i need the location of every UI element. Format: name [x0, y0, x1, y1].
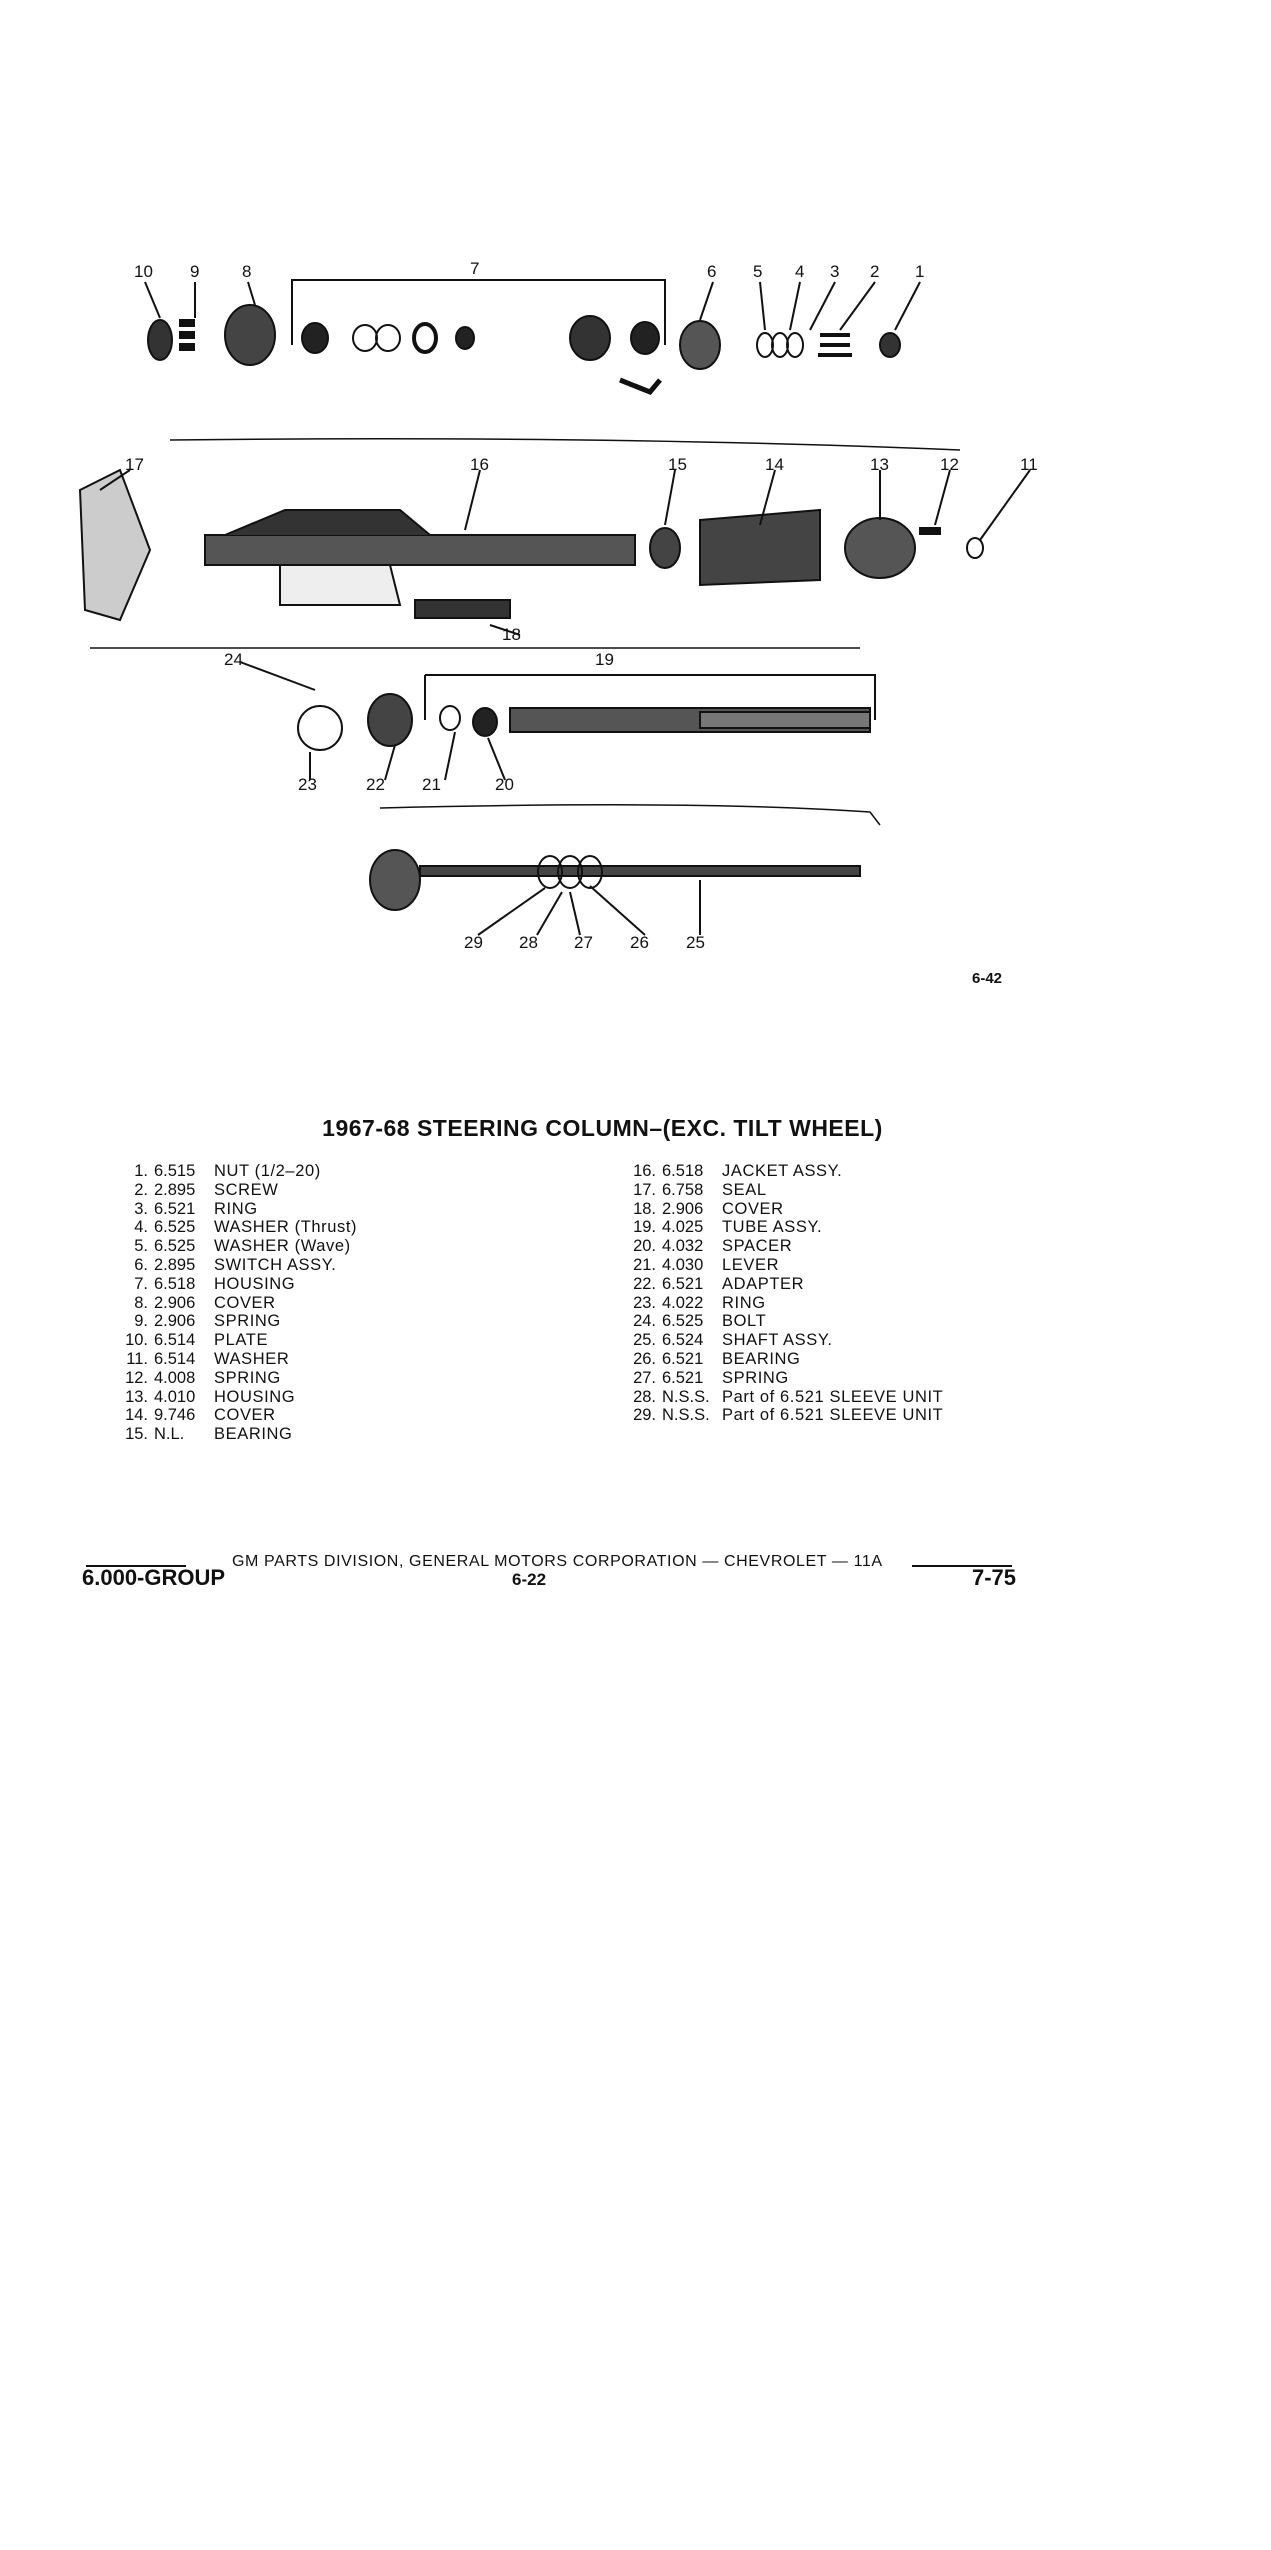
parts-list-right: [608, 1162, 943, 1425]
page-title: 1967-68 STEERING COLUMN–(EXC. TILT WHEEL): [322, 1115, 883, 1141]
part-number: 14.: [125, 1406, 148, 1425]
parts-row: [100, 1331, 357, 1350]
part-description: HOUSING: [214, 1274, 296, 1293]
part-description: SPRING: [214, 1312, 281, 1331]
callout-16: 16: [470, 455, 489, 474]
exploded-parts-diagram: [0, 0, 1271, 1000]
parts-row: [100, 1275, 357, 1294]
parts-row: [100, 1425, 357, 1444]
group-number-cell: 6.521: [662, 1274, 704, 1293]
part-description: SCREW: [214, 1180, 279, 1199]
part-description: SWITCH ASSY.: [214, 1255, 337, 1274]
part-number: 21.: [633, 1255, 656, 1274]
part-description: JACKET ASSY.: [722, 1162, 843, 1180]
group-number-cell: 6.521: [662, 1349, 704, 1368]
part-number: 22.: [633, 1274, 656, 1293]
part-number: 16.: [633, 1162, 656, 1180]
callout-13: 13: [870, 455, 889, 474]
part-description: BEARING: [214, 1425, 293, 1444]
group-number-cell: 6.521: [154, 1199, 196, 1218]
parts-row: [100, 1369, 357, 1388]
group-number-cell: 6.514: [154, 1349, 196, 1368]
part-description: WASHER (Thrust): [214, 1218, 358, 1237]
parts-row: [608, 1350, 943, 1369]
callout-27: 27: [574, 933, 593, 952]
part-description: SPACER: [722, 1237, 793, 1256]
callout-24: 24: [224, 650, 243, 669]
parts-row: [100, 1256, 357, 1275]
part-number: 27.: [633, 1368, 656, 1387]
group-number-cell: N.L.: [154, 1425, 185, 1444]
callout-6: 6: [707, 262, 717, 281]
part-description: BEARING: [722, 1349, 801, 1368]
callout-11: 11: [1020, 455, 1038, 474]
group-number-cell: 2.906: [662, 1199, 704, 1218]
callout-12: 12: [940, 455, 959, 474]
part-description: COVER: [722, 1199, 784, 1218]
part-description: COVER: [214, 1406, 276, 1425]
part-number: 8.: [134, 1293, 148, 1312]
part-description: WASHER (Wave): [214, 1237, 351, 1256]
callout-3: 3: [830, 262, 840, 281]
parts-row: [608, 1388, 943, 1407]
callout-1: 1: [915, 262, 925, 281]
part-number: 15.: [125, 1425, 148, 1444]
part-description: SPRING: [722, 1368, 789, 1387]
division-line: GM PARTS DIVISION, GENERAL MOTORS CORPORATION — CHEVROLET — 11A: [232, 1553, 883, 1570]
figure-reference: 6-42: [972, 970, 1003, 987]
parts-row: [608, 1275, 943, 1294]
group-number-cell: 6.525: [154, 1237, 196, 1256]
part-number: 12.: [125, 1368, 148, 1387]
callout-18: 18: [502, 625, 521, 644]
part-number: 24.: [633, 1312, 656, 1331]
callout-5: 5: [753, 262, 763, 281]
group-number-cell: 4.025: [662, 1218, 704, 1237]
group-number-cell: 6.518: [154, 1274, 196, 1293]
part-number: 28.: [633, 1387, 656, 1406]
part-description: NUT (1/2–20): [214, 1162, 321, 1180]
part-description: LEVER: [722, 1255, 780, 1274]
group-number-cell: 2.906: [154, 1293, 196, 1312]
part-description: ADAPTER: [722, 1274, 805, 1293]
part-number: 25.: [633, 1331, 656, 1350]
part-number: 1.: [134, 1162, 148, 1180]
part-number: 17.: [633, 1180, 656, 1199]
part-description: WASHER: [214, 1349, 290, 1368]
group-number-cell: 9.746: [154, 1406, 196, 1425]
callout-23: 23: [298, 775, 317, 794]
parts-row: [608, 1256, 943, 1275]
part-description: Part of 6.521 SLEEVE UNIT: [722, 1387, 944, 1406]
part-description: SEAL: [722, 1180, 767, 1199]
group-number-cell: N.S.S.: [662, 1406, 710, 1425]
part-description: HOUSING: [214, 1387, 296, 1406]
group-number-cell: 4.030: [662, 1255, 704, 1274]
parts-row: [100, 1388, 357, 1407]
part-description: COVER: [214, 1293, 276, 1312]
callout-9: 9: [190, 262, 200, 281]
parts-row: [608, 1331, 943, 1350]
part-number: 13.: [125, 1387, 148, 1406]
parts-row: [100, 1237, 357, 1256]
callout-29: 29: [464, 933, 483, 952]
callout-26: 26: [630, 933, 649, 952]
group-number-cell: 4.008: [154, 1368, 196, 1387]
parts-row: [100, 1200, 357, 1219]
part-number: 23.: [633, 1293, 656, 1312]
group-number-cell: 6.515: [154, 1162, 196, 1180]
parts-row: [608, 1369, 943, 1388]
part-description: TUBE ASSY.: [722, 1218, 823, 1237]
callout-10: 10: [134, 262, 153, 281]
callout-19: 19: [595, 650, 614, 669]
parts-row: [608, 1162, 943, 1181]
callout-15: 15: [668, 455, 687, 474]
group-number-cell: 4.022: [662, 1293, 704, 1312]
parts-row: [100, 1162, 357, 1181]
part-number: 18.: [633, 1199, 656, 1218]
parts-row: [608, 1406, 943, 1425]
parts-row: [100, 1312, 357, 1331]
group-number-cell: 4.010: [154, 1387, 196, 1406]
group-number-cell: 6.525: [662, 1312, 704, 1331]
part-number: 19.: [633, 1218, 656, 1237]
revision-date: 7-75: [972, 1565, 1017, 1590]
part-number: 9.: [134, 1312, 148, 1331]
callout-22: 22: [366, 775, 385, 794]
parts-row: [608, 1237, 943, 1256]
part-description: Part of 6.521 SLEEVE UNIT: [722, 1406, 944, 1425]
parts-row: [100, 1406, 357, 1425]
part-description: SHAFT ASSY.: [722, 1331, 833, 1350]
part-description: PLATE: [214, 1331, 269, 1350]
part-number: 26.: [633, 1349, 656, 1368]
callout-2: 2: [870, 262, 880, 281]
parts-row: [100, 1181, 357, 1200]
callout-21: 21: [422, 775, 441, 794]
group-number-cell: N.S.S.: [662, 1387, 710, 1406]
parts-row: [100, 1350, 357, 1369]
group-number-cell: 6.514: [154, 1331, 196, 1350]
page-number: 6-22: [512, 1570, 547, 1589]
part-number: 20.: [633, 1237, 656, 1256]
part-number: 11.: [126, 1349, 148, 1368]
part-description: SPRING: [214, 1368, 281, 1387]
group-number-cell: 2.895: [154, 1255, 196, 1274]
parts-row: [608, 1218, 943, 1237]
part-number: 7.: [134, 1274, 148, 1293]
callout-7: 7: [470, 259, 480, 278]
parts-row: [608, 1312, 943, 1331]
group-number-cell: 6.525: [154, 1218, 196, 1237]
group-number: 6.000-GROUP: [82, 1565, 226, 1590]
callout-8: 8: [242, 262, 252, 281]
group-number-cell: 2.895: [154, 1180, 196, 1199]
part-description: BOLT: [722, 1312, 767, 1331]
callout-20: 20: [495, 775, 514, 794]
group-number-cell: 2.906: [154, 1312, 196, 1331]
group-number-cell: 6.758: [662, 1180, 704, 1199]
part-number: 29.: [633, 1406, 656, 1425]
part-description: RING: [722, 1293, 766, 1312]
group-number-cell: 6.524: [662, 1331, 704, 1350]
parts-row: [100, 1294, 357, 1313]
callout-14: 14: [765, 455, 784, 474]
part-number: 5.: [134, 1237, 148, 1256]
part-number: 6.: [134, 1255, 148, 1274]
callout-4: 4: [795, 262, 805, 281]
parts-row: [608, 1181, 943, 1200]
parts-list-left: [100, 1162, 357, 1444]
callout-28: 28: [519, 933, 538, 952]
part-number: 4.: [134, 1218, 148, 1237]
group-number-cell: 6.521: [662, 1368, 704, 1387]
part-description: RING: [214, 1199, 258, 1218]
parts-row: [100, 1218, 357, 1237]
part-number: 2.: [134, 1180, 148, 1199]
part-number: 10.: [125, 1331, 148, 1350]
callout-25: 25: [686, 933, 705, 952]
parts-row: [608, 1294, 943, 1313]
part-number: 3.: [134, 1199, 148, 1218]
group-number-cell: 6.518: [662, 1162, 704, 1180]
callout-17: 17: [125, 455, 144, 474]
group-number-cell: 4.032: [662, 1237, 704, 1256]
parts-row: [608, 1200, 943, 1219]
